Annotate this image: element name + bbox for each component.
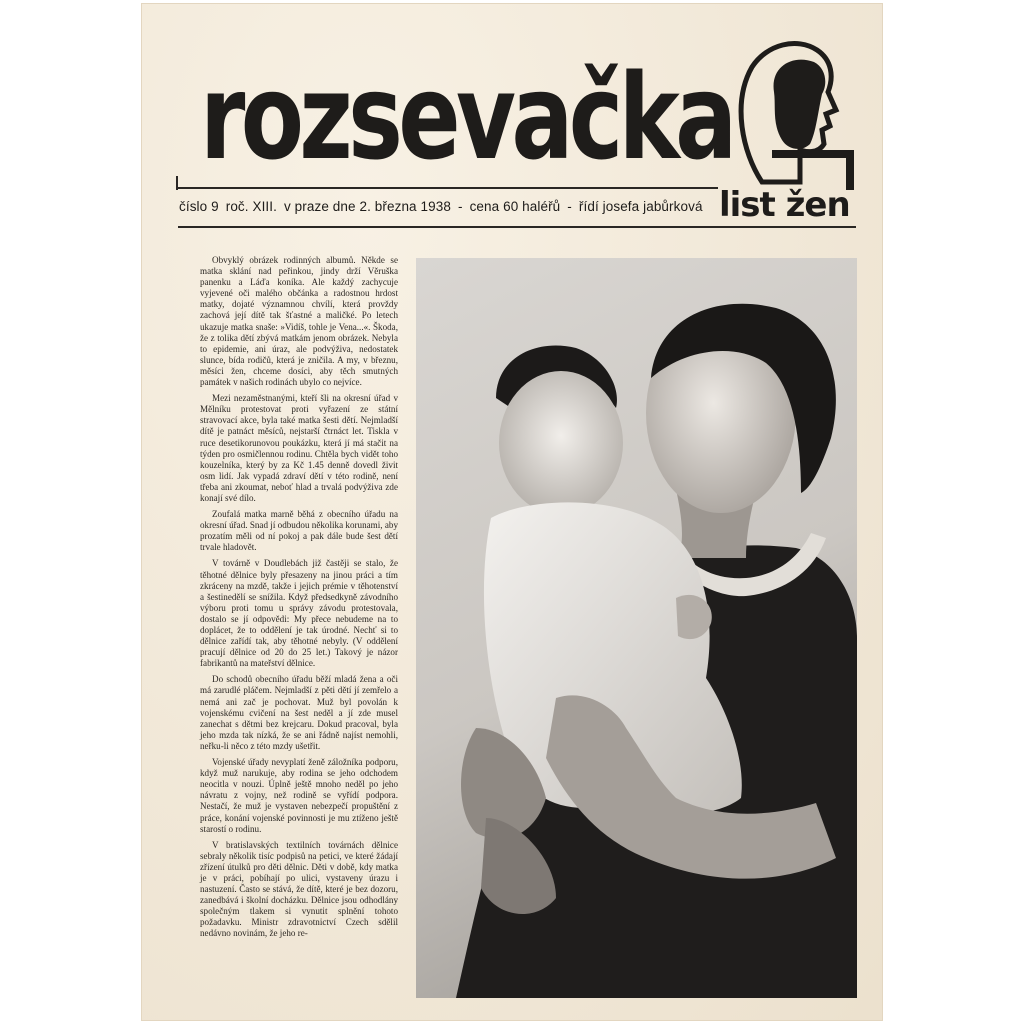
issue-place-date: v praze dne 2. března 1938	[283, 199, 451, 214]
article-paragraph: V bratislavských textilních továrnách dělnice sebraly několik tisíc podpisů na petici, ve které žádají zřízení útulků pro děti dělnic. Děti v době, kdy matka je v práci, pobíhají po ulici, vystaveny úrazu i nastuzení. Často se stává, že dítě, které je bez dozoru, zanedbává i školní docházku. Dělnice jsou odhodlány společným tlakem si vynutit splnění tohoto požadavku. Ministr zdravotnictví Czech sdělil nedávno novinám, že jeho re-	[200, 839, 398, 939]
article-paragraph: V továrně v Doudlebách již častěji se stalo, že těhotné dělnice byly přesazeny na jinou práci a tím zkráceny na mzdě, takže i jejich prémie v těhotenství a šestinedělí se snížila. Když předsedkyně závodního výboru proti tomu u správy závodu protestovala, dostalo se jí odpovědi: My přece nebudeme na to doplácet, že to oddělení je tak úrodné. Nechť si to dělnice zařídí tak, aby těhotné nebyly. (V oddělení pracují dělnice od 20 do 25 let.) Takový je názor fabrikantů na mateřství dělnice.	[200, 558, 398, 669]
issue-volume: roč. XIII.	[225, 199, 277, 214]
mother-and-child-photo	[416, 258, 857, 998]
article-paragraph: Mezi nezaměstnanými, kteří šli na okresní úřad v Mělníku protestovat proti vyřazení ze státní stravovací akce, byla také matka šesti dětí. Nejmladší dítě je patnáct měsíců, nejstarší čtrnáct let. Tiskla v ruce desetikorunovou poukázku, která jí má stačit na týden pro osmičlennou rodinu. Chtěla bych vidět toho kouzelníka, který by za Kč 1.45 denně dovedl živit osm lidí. Jak vypadá zdraví dětí v této rodině, není třeba ani zkoumat, neboť hlad a trvalá podvýživa zde konají své dílo.	[200, 393, 398, 503]
masthead-divider	[178, 226, 856, 228]
masthead-subtitle: list žen	[719, 185, 850, 225]
article-paragraph: Do schodů obecního úřadu běží mladá žena a oči má zarudlé pláčem. Nejmladší z pěti dětí jí zemřelo a nemá ani zač je pochovat. Muž byl povolán k vojenskému cvičení na šest neděl a jí zde musel zanechat s dětmi bez krejcaru. Dokud pracoval, byla jeho mzda tak nízká, že se ani řádně najíst nemohli, neřku-li něco z této mzdy ušetřit.	[200, 674, 398, 751]
issue-number: číslo 9	[179, 199, 219, 214]
issue-separator: -	[567, 199, 572, 214]
issue-separator: -	[457, 199, 463, 214]
article-paragraph: Vojenské úřady nevyplatí ženě záložníka podporu, když muž narukuje, aby rodina se jeho odchodem neocitla v nouzi. Úplně ještě mnoho neděl po jeho návratu z vojny, než rodině se vyřídí podpora. Nestačí, že muž je vystaven nebezpečí propuštění z práce, konání vojenské povinnosti je mu ztíženo ještě starostí o rodinu.	[200, 757, 398, 834]
masthead-title: rozsevačka	[200, 48, 733, 186]
woman-profile-logo	[722, 32, 858, 192]
article-column	[200, 255, 398, 945]
masthead-divider	[178, 187, 718, 189]
issue-price: cena 60 haléřů	[469, 199, 561, 214]
issue-info-line	[179, 199, 710, 214]
article-paragraph: Obvyklý obrázek rodinných albumů. Někde se matka sklání nad peřinkou, jindy drží Věruška panenku a Láďa koníka. Ale každý zachycuje vyjevené oči malého občánka a radostnou hrdost matky, dojaté významnou chvílí, která provždy zachová její dítě tak šťastné a maličké. Po letech ukazuje matka snaše: »Vidíš, tohle je Vena...«. Škoda, že z tolika dětí zbývá matkám jenom obrázek. Nebyla to epidemie, ani úraz, ale podvýživa, nedostatek slunce, bída rodičů, která je zničila. A my, v březnu, měsíci žen, chceme dosíci, aby těch smutných památek v našich rodinách ubylo co nejvíce.	[200, 255, 398, 388]
issue-editor: řídí josefa jabůrková	[578, 199, 703, 214]
article-paragraph: Zoufalá matka marně běhá z obecního úřadu na okresní úřad. Snad jí odbudou několika korunami, aby prozatím měli od ní pokoj a pak dále bude šest dětí trvale hladovět.	[200, 509, 398, 553]
